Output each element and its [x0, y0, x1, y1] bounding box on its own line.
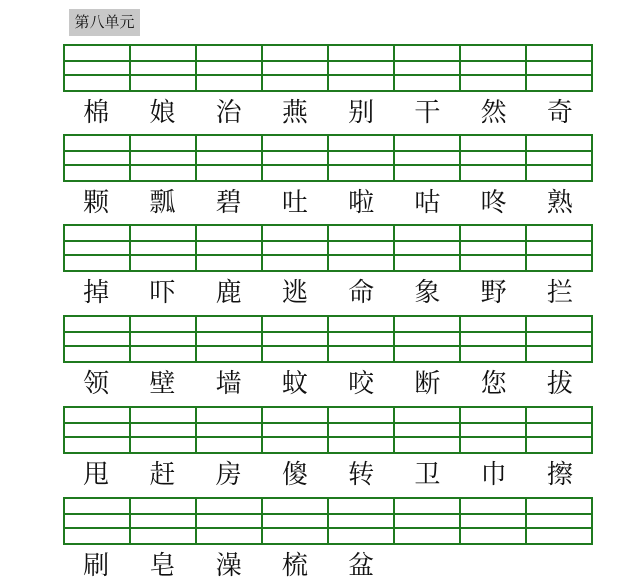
character: 刷 — [83, 551, 110, 581]
character: 命 — [348, 278, 375, 308]
character: 澡 — [215, 551, 242, 581]
writing-cell — [65, 408, 131, 452]
character: 燕 — [281, 98, 308, 128]
character-row — [63, 182, 593, 224]
writing-grid — [63, 315, 593, 363]
character: 逃 — [281, 278, 308, 308]
writing-cell — [329, 408, 395, 452]
character: 熟 — [546, 188, 573, 218]
character: 干 — [414, 98, 441, 128]
practice-block — [63, 406, 593, 496]
writing-cell — [461, 136, 527, 180]
writing-cell — [131, 226, 197, 270]
character: 治 — [215, 98, 242, 128]
writing-cell — [527, 226, 591, 270]
character: 皂 — [149, 551, 176, 581]
character: 梳 — [281, 551, 308, 581]
character: 擦 — [546, 460, 573, 490]
writing-grid — [63, 406, 593, 454]
writing-cell — [263, 317, 329, 361]
writing-cell — [263, 46, 329, 90]
character: 巾 — [480, 460, 507, 490]
character: 瓢 — [149, 188, 176, 218]
writing-cell — [329, 46, 395, 90]
writing-cell — [527, 499, 591, 543]
character: 碧 — [215, 188, 242, 218]
character: 棉 — [83, 98, 110, 128]
writing-cell — [461, 408, 527, 452]
writing-cell — [263, 136, 329, 180]
practice-block — [63, 224, 593, 314]
writing-cell — [263, 226, 329, 270]
writing-cell — [527, 408, 591, 452]
writing-cell — [329, 317, 395, 361]
character-row — [63, 272, 593, 314]
practice-block — [63, 44, 593, 134]
writing-cell — [395, 408, 461, 452]
writing-cell — [461, 499, 527, 543]
character: 拦 — [546, 278, 573, 308]
character: 傻 — [281, 460, 308, 490]
writing-cell — [197, 226, 263, 270]
writing-cell — [131, 46, 197, 90]
character: 娘 — [149, 98, 176, 128]
character: 赶 — [149, 460, 176, 490]
writing-cell — [527, 46, 591, 90]
character: 奇 — [546, 98, 573, 128]
character: 断 — [414, 369, 441, 399]
writing-cell — [461, 317, 527, 361]
character: 您 — [480, 369, 507, 399]
character: 咬 — [348, 369, 375, 399]
writing-cell — [395, 136, 461, 180]
writing-cell — [461, 46, 527, 90]
character: 野 — [480, 278, 507, 308]
writing-cell — [395, 226, 461, 270]
writing-cell — [395, 317, 461, 361]
writing-cell — [527, 317, 591, 361]
character-row — [63, 454, 593, 496]
character: 咕 — [414, 188, 441, 218]
writing-cell — [395, 46, 461, 90]
writing-cell — [329, 136, 395, 180]
character: 墙 — [215, 369, 242, 399]
writing-cell — [329, 499, 395, 543]
unit-title: 第八单元 — [69, 9, 140, 36]
writing-grid — [63, 224, 593, 272]
writing-cell — [197, 46, 263, 90]
character: 领 — [83, 369, 110, 399]
writing-cell — [197, 499, 263, 543]
character: 鹿 — [215, 278, 242, 308]
practice-block — [63, 315, 593, 405]
writing-grid — [63, 134, 593, 182]
writing-cell — [197, 136, 263, 180]
writing-cell — [461, 226, 527, 270]
character-row — [63, 92, 593, 134]
character: 象 — [414, 278, 441, 308]
writing-cell — [131, 136, 197, 180]
character: 吓 — [149, 278, 176, 308]
character: 蚊 — [281, 369, 308, 399]
writing-cell — [131, 408, 197, 452]
character-row — [63, 363, 593, 405]
character: 吐 — [281, 188, 308, 218]
character: 壁 — [149, 369, 176, 399]
practice-block — [63, 497, 593, 587]
writing-cell — [65, 499, 131, 543]
writing-cell — [197, 408, 263, 452]
writing-cell — [65, 136, 131, 180]
practice-block — [63, 134, 593, 224]
character: 房 — [215, 460, 242, 490]
writing-cell — [65, 226, 131, 270]
character-row — [63, 545, 593, 587]
character: 掉 — [83, 278, 110, 308]
character: 然 — [480, 98, 507, 128]
character: 卫 — [414, 460, 441, 490]
writing-grid — [63, 44, 593, 92]
writing-grid — [63, 497, 593, 545]
character: 甩 — [83, 460, 110, 490]
character: 拔 — [546, 369, 573, 399]
character: 盆 — [348, 551, 375, 581]
character: 转 — [348, 460, 375, 490]
character: 颗 — [83, 188, 110, 218]
writing-cell — [263, 499, 329, 543]
character: 啦 — [348, 188, 375, 218]
writing-cell — [263, 408, 329, 452]
writing-cell — [527, 136, 591, 180]
character: 咚 — [480, 188, 507, 218]
writing-cell — [197, 317, 263, 361]
writing-cell — [395, 499, 461, 543]
writing-cell — [65, 317, 131, 361]
character: 别 — [348, 98, 375, 128]
writing-cell — [65, 46, 131, 90]
writing-cell — [131, 317, 197, 361]
writing-cell — [329, 226, 395, 270]
writing-cell — [131, 499, 197, 543]
